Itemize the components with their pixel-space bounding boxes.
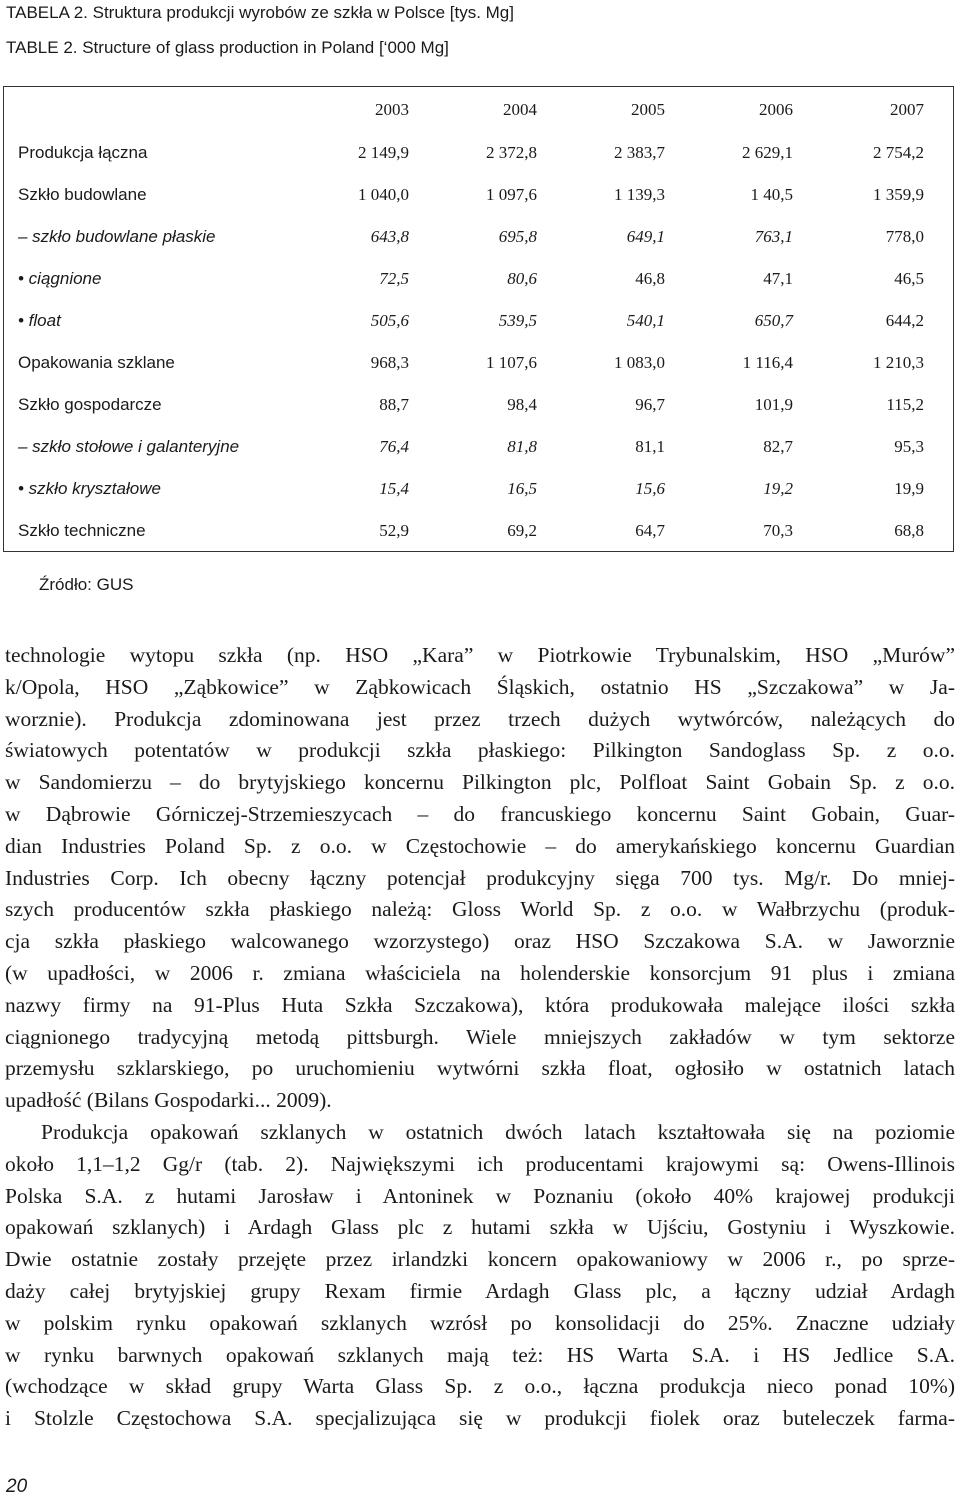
table-cell: 505,6 [370,311,409,330]
table-row [4,309,953,333]
year-header: 2007 [890,100,924,119]
text-line: i Stolzle Częstochowa S.A. specjalizująca się w produkcji fiolek oraz buteleczek farma- [5,1406,955,1431]
table-cell: 101,9 [754,395,793,414]
row-label: • ciągnione [18,269,102,288]
table-cell: 1 139,3 [614,185,665,204]
table-row [4,267,953,291]
row-label: • float [18,311,61,330]
table-cell: 52,9 [379,521,409,540]
table-cell: 649,1 [626,227,665,246]
table-cell: 72,5 [379,269,409,288]
text-line: technologie wytopu szkła (np. HSO „Kara” w Piotrkowie Trybunalskim, HSO „Murów” [5,643,955,667]
text-line: Dwie ostatnie zostały przejęte przez irlandzki koncern opakowaniowy w 2006 r., po sprze- [5,1247,955,1272]
table-cell: 19,9 [894,479,924,498]
row-label: – szkło stołowe i galanteryjne [18,437,240,456]
text-line: w Dąbrowie Górniczej-Strzemieszycach – do francuskiego koncernu Saint Gobain, Guar- [5,801,955,826]
table-cell: 81,1 [635,437,665,456]
text-line: (w upadłości, w 2006 r. zmiana właściciela na holenderskie konsorcjum 91 plus i zmiana [5,960,955,985]
table-caption-english: TABLE 2. Structure of glass production in Poland [‘000 Mg] [6,38,449,57]
table-cell: 539,5 [498,311,537,330]
table-cell: 540,1 [626,311,665,330]
table-cell: 1 107,6 [486,353,537,372]
text-line: Industries Corp. Ich obecny łączny potencjał produkcyjny sięga 700 tys. Mg/r. Do mniej- [5,865,955,890]
production-table [3,86,954,552]
table-cell: 69,2 [507,521,537,540]
table-cell: 82,7 [763,437,793,456]
text-line: ciągnionego tradycyjną metodą pittsburgh. Wiele mniejszych zakładów w tym sektorze [5,1024,955,1049]
table-cell: 46,8 [635,269,665,288]
page-number: 20 [6,1476,28,1497]
table-cell: 644,2 [885,311,924,330]
row-label: • szkło kryształowe [18,479,161,498]
table-cell: 81,8 [507,437,537,456]
table-cell: 115,2 [886,395,924,414]
table-caption-polish: TABELA 2. Struktura produkcji wyrobów ze szkła w Polsce [tys. Mg] [6,3,514,22]
table-cell: 2 149,9 [358,143,409,162]
text-line: dian Industries Poland Sp. z o.o. w Częstochowie – do amerykańskiego koncernu Guardian [5,833,955,858]
text-line: nazwy firmy na 91-Plus Huta Szkła Szczakowa), która produkowała malejące ilości szkła [5,992,955,1017]
row-label: – szkło budowlane płaskie [18,227,216,246]
table-cell: 2 629,1 [742,143,793,162]
year-header: 2003 [375,100,409,119]
text-line: upadłość (Bilans Gospodarki... 2009). [5,1088,332,1113]
table-cell: 64,7 [635,521,665,540]
body-paragraph-2 [5,1117,955,1435]
table-cell: 1 040,0 [358,185,409,204]
table-row [4,351,953,375]
body-paragraph-1 [5,640,955,1117]
text-line: światowych potentatów w produkcji szkła płaskiego: Pilkington Sandoglass Sp. z o.o. [5,738,955,763]
table-cell: 1 359,9 [873,185,924,204]
text-line: Polska S.A. z hutami Jarosław i Antoninek w Poznaniu (około 40% krajowej produkcji [5,1183,955,1208]
text-line: daży całej brytyjskiej grupy Rexam firmie Ardagh Glass plc, a łączny udział Ardagh [5,1278,955,1303]
table-row [4,519,953,543]
table-cell: 2 383,7 [614,143,665,162]
text-line: Produkcja opakowań szklanych w ostatnich dwóch latach kształtowała się na poziomie [41,1120,955,1144]
text-line: w Sandomierzu – do brytyjskiego koncernu Pilkington plc, Polfloat Saint Gobain Sp. z o.o. [5,770,955,795]
table-row [4,477,953,501]
table-cell: 650,7 [754,311,793,330]
table-cell: 643,8 [370,227,409,246]
table-cell: 1 210,3 [873,353,924,372]
table-cell: 68,8 [894,521,924,540]
table-cell: 46,5 [894,269,924,288]
table-cell: 968,3 [370,353,409,372]
year-header: 2006 [759,100,793,119]
table-row [4,225,953,249]
table-cell: 95,3 [894,437,924,456]
table-row [4,435,953,459]
table-header-row [4,98,953,122]
table-row [4,183,953,207]
table-cell: 1 116,4 [742,353,793,372]
table-cell: 16,5 [507,479,537,498]
text-line: około 1,1–1,2 Gg/r (tab. 2). Największymi ich producentami krajowymi są: Owens-Illinois [5,1151,955,1176]
table-cell: 15,4 [379,479,409,498]
table-cell: 80,6 [507,269,537,288]
text-line: w polskim rynku opakowań szklanych wzrósł po konsolidacji do 25%. Znaczne udziały [5,1310,955,1335]
text-line: opakowań szklanych) i Ardagh Glass plc z hutami szkła w Ujściu, Gostyniu i Wyszkowie. [5,1215,955,1240]
row-label: Szkło gospodarcze [18,395,162,414]
table-source-note: Źródło: GUS [39,575,134,594]
year-header: 2004 [503,100,537,119]
table-cell: 70,3 [763,521,793,540]
text-line: przemysłu szklarskiego, po uruchomieniu wytwórni szkła float, ogłosiło w ostatnich latach [5,1056,955,1081]
table-cell: 1 083,0 [614,353,665,372]
text-line: cja szkła płaskiego walcowanego wzorzystego) oraz HSO Szczakowa S.A. w Jaworznie [5,929,955,954]
table-cell: 2 372,8 [486,143,537,162]
row-label: Szkło techniczne [18,521,146,540]
table-row [4,393,953,417]
table-row [4,141,953,165]
table-cell: 96,7 [635,395,665,414]
text-line: w rynku barwnych opakowań szklanych mają też: HS Warta S.A. i HS Jedlice S.A. [5,1342,955,1367]
table-cell: 19,2 [763,479,793,498]
row-label: Produkcja łączna [18,143,148,162]
text-line: szych producentów szkła płaskiego należą: Gloss World Sp. z o.o. w Wałbrzychu (produk- [5,897,955,922]
text-line: worznie). Produkcja zdominowana jest przez trzech dużych wytwórców, należących do [5,706,955,731]
text-line: k/Opola, HSO „Ząbkowice” w Ząbkowicach Śląskich, ostatnio HS „Szczakowa” w Ja- [5,674,955,699]
table-cell: 88,7 [379,395,409,414]
table-cell: 1 097,6 [486,185,537,204]
row-label: Opakowania szklane [18,353,175,372]
year-header: 2005 [631,100,665,119]
text-line: (wchodzące w skład grupy Warta Glass Sp. z o.o., łączna produkcja nieco ponad 10%) [5,1374,955,1399]
table-cell: 98,4 [507,395,537,414]
table-cell: 763,1 [754,227,793,246]
table-cell: 695,8 [498,227,537,246]
table-cell: 1 40,5 [750,185,793,204]
table-cell: 47,1 [763,269,793,288]
table-cell: 778,0 [885,227,924,246]
table-cell: 76,4 [379,437,409,456]
table-cell: 2 754,2 [873,143,924,162]
row-label: Szkło budowlane [18,185,147,204]
table-cell: 15,6 [635,479,665,498]
